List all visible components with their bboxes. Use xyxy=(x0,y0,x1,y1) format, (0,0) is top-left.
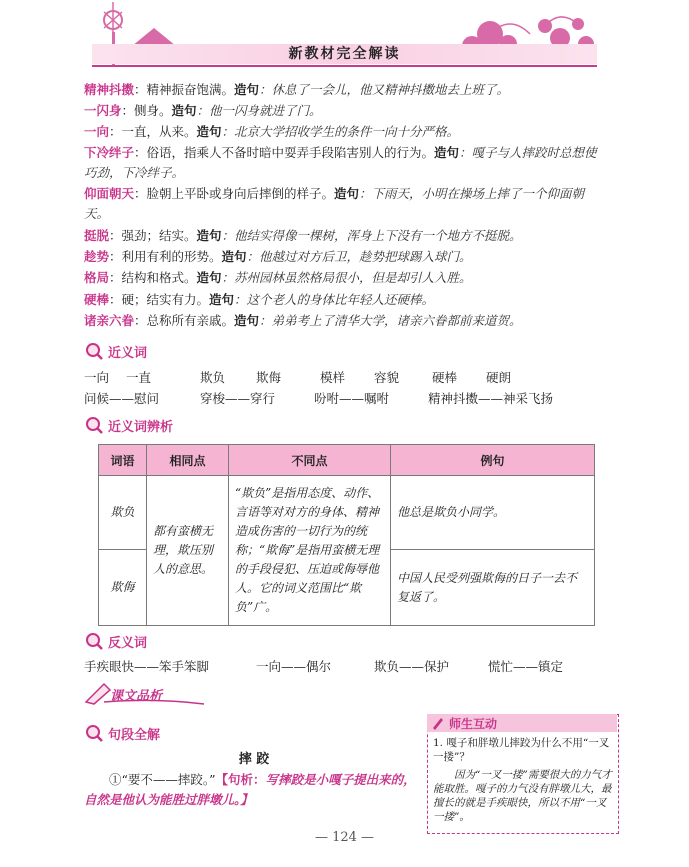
vocab-example: ：他结实得像一棵树，浑身上下没有一个地方不挺脱。 xyxy=(221,228,522,243)
passage-heading-text: 句段全解 xyxy=(108,727,161,743)
table-header-row xyxy=(99,445,595,476)
synonym-word: 欺负 xyxy=(200,370,226,385)
vocab-def: ：结构和格式。 xyxy=(109,270,197,285)
example-label: 造句 xyxy=(196,270,222,285)
example-label: 造句 xyxy=(209,292,235,307)
example-label: 造句 xyxy=(434,145,460,160)
synonym-word: 容貌 xyxy=(374,370,400,385)
vocab-entry xyxy=(84,226,604,246)
vocab-entry xyxy=(84,143,604,183)
synonyms-heading-text: 近义词 xyxy=(108,345,148,361)
magnifier-icon xyxy=(84,415,104,435)
synonym-analysis-table xyxy=(98,444,595,626)
synonym-word: 硬棒 xyxy=(432,370,458,385)
vocab-example: ：弟弟考上了清华大学，诸亲六眷都前来道贺。 xyxy=(259,313,522,328)
magnifier-icon xyxy=(84,723,104,743)
vocab-term: 格局 xyxy=(84,270,110,285)
vocab-entry xyxy=(84,101,604,121)
table-example: 中国人民受列强欺侮的日子一去不复返了。 xyxy=(391,550,595,626)
example-label: 造句 xyxy=(196,228,222,243)
vocab-entry xyxy=(84,247,604,267)
vocab-example: ：这个老人的身体比年轻人还硬棒。 xyxy=(234,292,435,307)
example-label: 造句 xyxy=(221,249,247,264)
vocab-def: ：俗语，指乘人不备时暗中耍弄手段陷害别人的行为。 xyxy=(134,145,435,160)
page-header-title: 新教材完全解读 xyxy=(288,46,401,62)
vocab-term: 精神抖擞 xyxy=(84,82,135,97)
vocab-entry xyxy=(84,290,604,310)
passage-title: 摔 跤 xyxy=(238,752,270,767)
lesson-heading: 课文品析 xyxy=(110,689,163,704)
vocab-entry xyxy=(84,268,604,288)
antonym-pair: 手疾眼快——笨手笨脚 xyxy=(84,659,210,674)
table-word: 欺侮 xyxy=(99,550,147,626)
teacher-student-box-header xyxy=(427,714,617,732)
antonym-pair: 一向——偶尔 xyxy=(256,659,332,674)
table-header: 例句 xyxy=(391,445,595,476)
antonym-pair: 慌忙——镇定 xyxy=(488,659,564,674)
example-label: 造句 xyxy=(196,124,222,139)
header-rule xyxy=(92,65,597,67)
vocab-entry xyxy=(84,311,604,331)
vocab-example: ：他越过对方后卫，趁势把球踢入球门。 xyxy=(246,249,472,264)
vocab-term: 挺脱 xyxy=(84,228,110,243)
vocab-entry xyxy=(84,184,604,224)
example-label: 造句 xyxy=(334,186,360,201)
sidebox-answer: 因为“一叉一搂”需要很大的力气才能取胜。嘎子的力气没有胖墩儿大，最擅长的就是手疾眼快，所以不用“一叉一搂”。 xyxy=(433,769,612,823)
passage-paragraph xyxy=(84,770,424,810)
synonym-word: 模样 xyxy=(320,370,346,385)
table-word: 欺负 xyxy=(99,476,147,550)
vocab-term: 一闪身 xyxy=(84,103,122,118)
example-label: 造句 xyxy=(171,103,197,118)
example-label: 造句 xyxy=(234,82,260,97)
vocab-term: 下冷绊子 xyxy=(84,145,135,160)
synonym-word: 一向 xyxy=(84,370,110,385)
vocab-term: 趁势 xyxy=(84,249,110,264)
vocab-def: ：强劲；结实。 xyxy=(109,228,197,243)
example-label: 造句 xyxy=(234,313,260,328)
antonym-pair: 欺负——保护 xyxy=(374,659,450,674)
passage-heading xyxy=(84,722,160,744)
synonym-pair: 问候——慰问 xyxy=(84,391,160,406)
vocab-entry xyxy=(84,80,604,100)
table-header: 不同点 xyxy=(229,445,391,476)
synonym-word: 欺侮 xyxy=(256,370,282,385)
table-row xyxy=(99,476,595,550)
sidebox-question: 1. 嘎子和胖墩儿摔跤为什么不用“一叉一搂”？ xyxy=(433,737,610,763)
analysis-heading-text: 近义词辨析 xyxy=(108,419,174,435)
synonym-pair: 穿梭——穿行 xyxy=(200,391,276,406)
page-number: — 124 — xyxy=(314,830,375,845)
vocab-def: ：硬；结实有力。 xyxy=(109,292,210,307)
vocab-example: ：嘎子与人摔跤时总想使巧劲，下冷绊子。 xyxy=(84,145,597,180)
table-example: 他总是欺负小同学。 xyxy=(391,476,595,550)
vocab-example: ：北京大学招收学生的条件一向十分严格。 xyxy=(221,124,460,139)
vocab-term: 硬棒 xyxy=(84,292,110,307)
vocab-def: ：利用有利的形势。 xyxy=(109,249,222,264)
analysis-text: 写摔跤是小嘎子提出来的，自然是他认为能胜过胖墩儿。】 xyxy=(84,772,416,807)
antonyms-heading xyxy=(84,630,147,652)
paragraph-number: ① xyxy=(109,772,122,787)
vocab-def: ：一直，从来。 xyxy=(109,124,197,139)
vocab-def: ：脸朝上平卧或身向后摔倒的样子。 xyxy=(134,186,335,201)
vocab-term: 仰面朝天 xyxy=(84,186,135,201)
table-diff: “欺负”是指用态度、动作、言语等对对方的身体、精神造成伤害的一切行为的统称；“欺侮”是指用蛮横无理的手段侵犯、压迫或侮辱他人。它的词义范围比“欺负”广。 xyxy=(229,476,391,626)
vocab-def: ：精神振奋饱满。 xyxy=(134,82,235,97)
vocab-example: ：下雨天，小明在操场上摔了一个仰面朝天。 xyxy=(84,186,585,221)
synonym-word: 一直 xyxy=(126,370,152,385)
analysis-label: 【句析： xyxy=(215,772,266,787)
pen-icon xyxy=(431,716,445,730)
synonym-word: 硬朗 xyxy=(486,370,512,385)
synonyms-row-2 xyxy=(84,389,604,409)
paragraph-quote: “要不——摔跤。” xyxy=(121,772,216,787)
synonyms-heading xyxy=(84,340,147,362)
antonyms-row xyxy=(84,657,604,677)
teacher-student-heading: 师生互动 xyxy=(449,717,498,731)
table-same: 都有蛮横无理，欺压别人的意思。 xyxy=(147,476,229,626)
vocab-example: ：休息了一会儿，他又精神抖擞地去上班了。 xyxy=(259,82,510,97)
synonym-pair: 吩咐——嘱咐 xyxy=(314,391,390,406)
vocab-def: ：总称所有亲戚。 xyxy=(134,313,235,328)
table-header: 词语 xyxy=(99,445,147,476)
magnifier-icon xyxy=(84,631,104,651)
vocab-example: ：他一闪身就进了门。 xyxy=(196,103,322,118)
antonyms-heading-text: 反义词 xyxy=(108,635,148,651)
vocab-def: ：侧身。 xyxy=(121,103,172,118)
analysis-heading xyxy=(84,414,173,436)
synonym-pair: 精神抖擞——神采飞扬 xyxy=(428,391,554,406)
vocab-example: ：苏州园林虽然格局很小，但是却引人入胜。 xyxy=(221,270,472,285)
vocab-term: 一向 xyxy=(84,124,110,139)
vocab-term: 诸亲六眷 xyxy=(84,313,135,328)
magnifier-icon xyxy=(84,341,104,361)
table-header: 相同点 xyxy=(147,445,229,476)
synonyms-row-1 xyxy=(84,368,604,388)
vocab-entry xyxy=(84,122,604,142)
